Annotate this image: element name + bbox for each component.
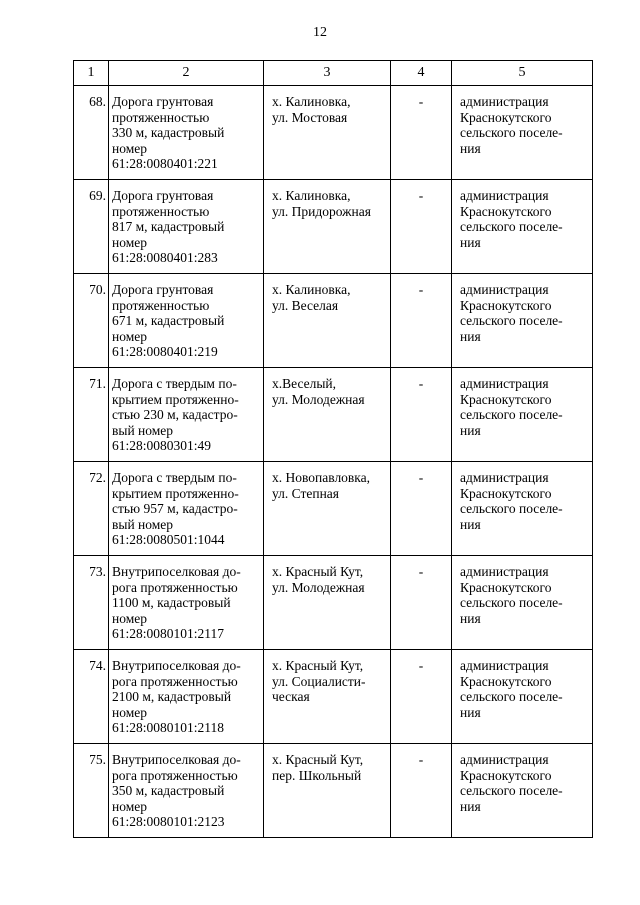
column-header: 4 [391,61,452,86]
road-owner-line: ния [460,610,481,626]
road-description-line: рога протяженностью [112,579,238,595]
road-address-line: х. Красный Кут, [272,658,364,673]
road-owner [452,180,593,274]
column-4-value [391,274,452,368]
column-4-value [391,462,452,556]
row-number-text: 74. [89,658,106,673]
road-address-line: ул. Придорожная [272,203,371,219]
road-description-line: протяженностью [112,203,210,219]
road-owner-line: Краснокутского [460,203,552,219]
road-owner-line: администрация [460,564,549,579]
column-4-value-text: - [418,94,424,109]
road-address-line: ул. Молодежная [272,579,365,595]
road-address-line: ул. Степная [272,485,340,501]
road-description [109,86,264,180]
road-description-line: номер [112,798,148,814]
road-owner-line: сельского поселе- [460,313,563,329]
road-address-line: ческая [272,689,310,705]
road-description-line: 61:28:0080301:49 [112,438,212,454]
road-owner-line: администрация [460,752,549,767]
road-owner [452,274,593,368]
column-header: 1 [74,61,109,86]
road-address [264,744,391,838]
road-description [109,368,264,462]
road-address [264,368,391,462]
road-description-line: крытием протяженно- [112,485,239,501]
column-header: 2 [109,61,264,86]
road-description [109,462,264,556]
road-registry-table [73,60,593,838]
road-description-line: номер [112,328,148,344]
road-address-line: ул. Молодежная [272,391,365,407]
road-owner-line: сельского поселе- [460,689,563,705]
road-description-line: стью 957 м, кадастро- [112,501,238,517]
page-number: 12 [313,25,327,40]
road-description-line: протяженностью [112,297,210,313]
table-row [74,650,593,744]
road-address-line: ул. Мостовая [272,109,348,125]
column-4-value-text: - [418,470,424,485]
column-4-value-text: - [418,564,424,579]
road-description [109,274,264,368]
road-description [109,744,264,838]
road-owner-line: Краснокутского [460,485,552,501]
road-owner-line: ния [460,328,481,344]
road-description-line: 61:28:0080401:221 [112,156,218,172]
road-description-line: 61:28:0080401:219 [112,344,218,360]
road-address [264,462,391,556]
road-address [264,180,391,274]
road-owner-line: администрация [460,658,549,673]
road-description-line: 61:28:0080401:283 [112,250,218,266]
road-description-line: Дорога грунтовая [112,282,214,297]
road-description-line: вый номер [112,516,174,532]
row-number [74,650,109,744]
road-owner-line: сельского поселе- [460,219,563,235]
row-number [74,556,109,650]
row-number-text: 71. [89,376,106,391]
road-owner-line: Краснокутского [460,109,552,125]
road-owner-line: ния [460,422,481,438]
road-description-line: Внутрипоселковая до- [112,752,241,767]
road-description-line: номер [112,234,148,250]
road-description-line: Внутрипоселковая до- [112,564,241,579]
road-description-line: 817 м, кадастровый [112,219,225,235]
road-owner-line: сельского поселе- [460,501,563,517]
road-address [264,86,391,180]
row-number-text: 69. [89,188,106,203]
road-description-line: Дорога грунтовая [112,94,214,109]
road-description [109,556,264,650]
road-description-line: рога протяженностью [112,673,238,689]
column-4-value [391,368,452,462]
road-address-line: х. Красный Кут, [272,752,364,767]
road-owner-line: Краснокутского [460,767,552,783]
road-address [264,556,391,650]
row-number-text: 73. [89,564,106,579]
row-number [74,744,109,838]
column-header: 5 [452,61,593,86]
road-address-line: х. Калиновка, [272,188,351,203]
row-number-text: 75. [89,752,106,767]
road-owner-line: сельского поселе- [460,407,563,423]
table-row [74,180,593,274]
road-address-line: ул. Социалисти- [272,673,366,689]
road-address [264,274,391,368]
road-owner-line: ния [460,704,481,720]
table-row [74,462,593,556]
road-description-line: протяженностью [112,109,210,125]
road-description-line: вый номер [112,422,174,438]
road-description-line: 1100 м, кадастровый [112,595,231,611]
road-owner-line: сельского поселе- [460,125,563,141]
row-number-text: 68. [89,94,106,109]
road-address-line: х. Калиновка, [272,94,351,109]
road-description-line: 61:28:0080101:2117 [112,626,225,642]
column-4-value [391,556,452,650]
road-owner-line: Краснокутского [460,391,552,407]
road-owner-line: Краснокутского [460,579,552,595]
road-description-line: 61:28:0080501:1044 [112,532,225,548]
row-number [74,462,109,556]
table-header-row [74,61,593,86]
column-4-value-text: - [418,376,424,391]
road-address-line: х. Красный Кут, [272,564,364,579]
row-number-text: 70. [89,282,106,297]
road-owner-line: администрация [460,94,549,109]
road-owner-line: администрация [460,376,549,391]
road-description [109,650,264,744]
column-4-value [391,86,452,180]
road-owner-line: Краснокутского [460,673,552,689]
road-description-line: 350 м, кадастровый [112,783,225,799]
road-owner [452,462,593,556]
road-address-line: х. Новопавловка, [272,470,371,485]
road-owner-line: администрация [460,188,549,203]
road-owner-line: Краснокутского [460,297,552,313]
road-description-line: Дорога с твердым по- [112,470,237,485]
row-number [74,86,109,180]
row-number [74,180,109,274]
road-address-line: ул. Веселая [272,297,339,313]
road-owner [452,650,593,744]
road-description-line: рога протяженностью [112,767,238,783]
table-row [74,744,593,838]
road-description-line: 61:28:0080101:2123 [112,814,225,830]
road-description-line: Дорога с твердым по- [112,376,237,391]
road-description-line: номер [112,140,148,156]
road-owner-line: ния [460,140,481,156]
road-description-line: 671 м, кадастровый [112,313,225,329]
road-description-line: крытием протяженно- [112,391,239,407]
column-4-value [391,744,452,838]
table-row [74,368,593,462]
road-address-line: х.Веселый, [272,376,337,391]
column-4-value-text: - [418,282,424,297]
table-row [74,86,593,180]
column-4-value-text: - [418,658,424,673]
road-address-line: х. Калиновка, [272,282,351,297]
road-address [264,650,391,744]
road-description-line: 61:28:0080101:2118 [112,720,225,736]
column-header: 3 [264,61,391,86]
road-owner-line: ния [460,798,481,814]
column-4-value [391,650,452,744]
column-4-value-text: - [418,752,424,767]
table-body [74,86,593,838]
road-description-line: номер [112,704,148,720]
road-owner-line: администрация [460,282,549,297]
road-owner-line: сельского поселе- [460,595,563,611]
column-4-value-text: - [418,188,424,203]
road-description-line: стью 230 м, кадастро- [112,407,238,423]
road-owner [452,744,593,838]
road-owner-line: администрация [460,470,549,485]
road-description-line: номер [112,610,148,626]
road-owner [452,368,593,462]
row-number-text: 72. [89,470,106,485]
road-description [109,180,264,274]
road-description-line: 2100 м, кадастровый [112,689,232,705]
table-row [74,556,593,650]
road-description-line: Дорога грунтовая [112,188,214,203]
road-owner-line: ния [460,516,481,532]
road-owner [452,86,593,180]
road-owner-line: ния [460,234,481,250]
road-description-line: 330 м, кадастровый [112,125,225,141]
road-owner-line: сельского поселе- [460,783,563,799]
table-row [74,274,593,368]
road-owner [452,556,593,650]
road-description-line: Внутрипоселковая до- [112,658,241,673]
road-address-line: пер. Школьный [272,767,362,783]
row-number [74,368,109,462]
row-number [74,274,109,368]
column-4-value [391,180,452,274]
